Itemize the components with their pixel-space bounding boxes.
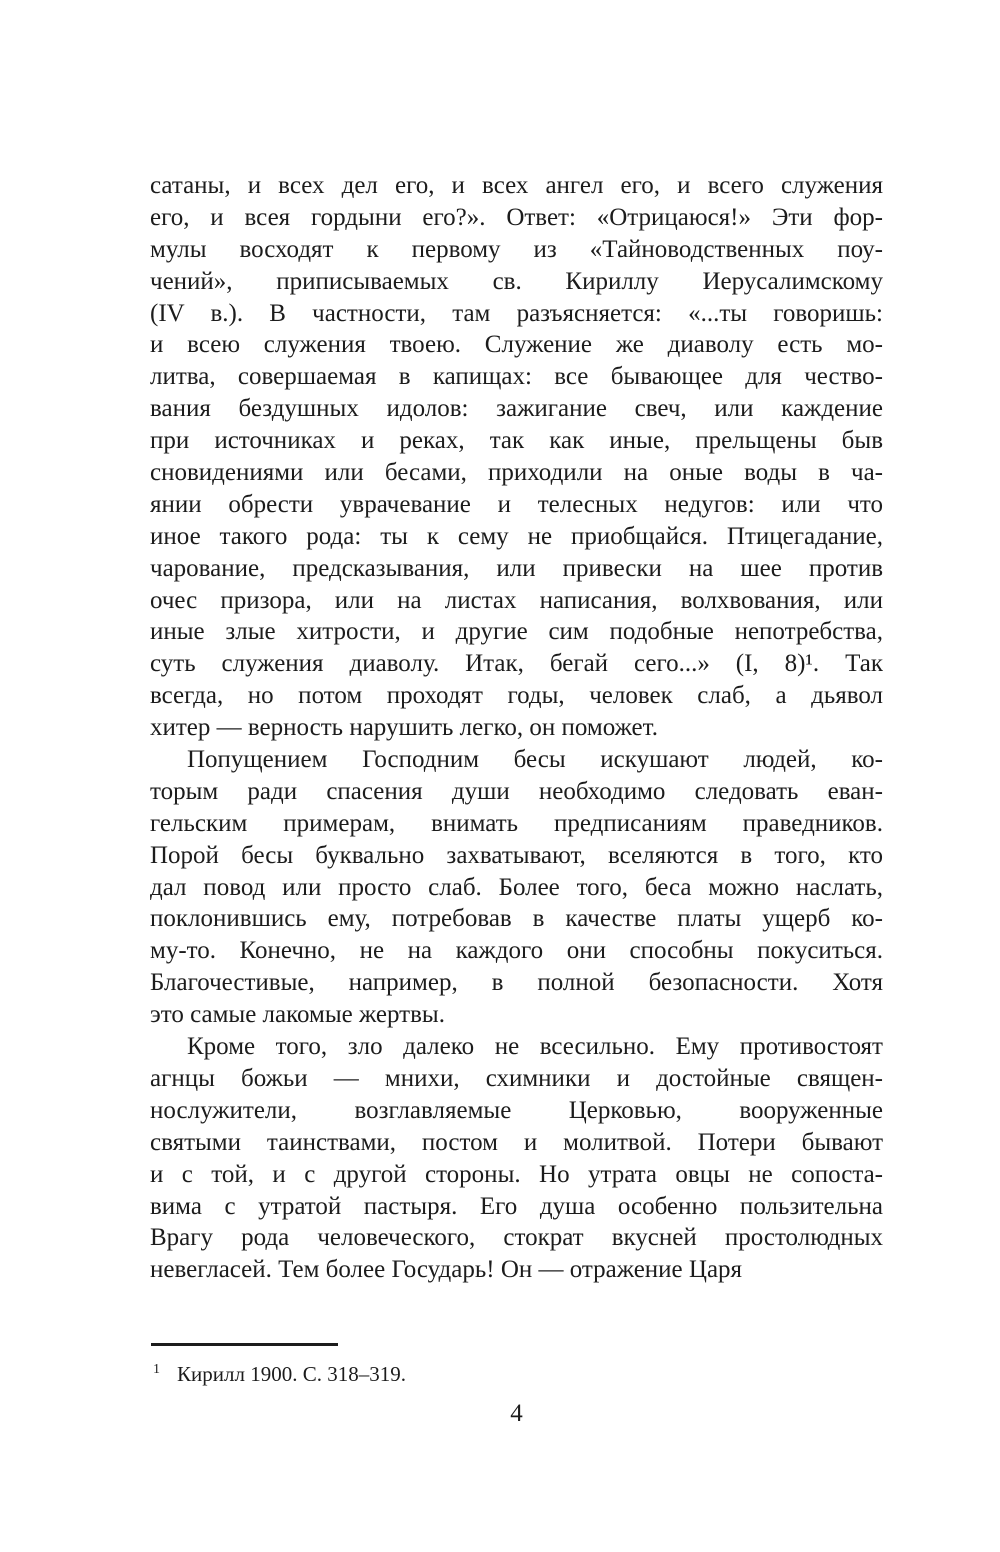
text-line: сновидениями или бесами, приходили на оные воды в ча- [150, 459, 883, 487]
text-line: янии обрести уврачевание и телесных недугов: или что [150, 490, 883, 518]
text-line: иное такого рода: ты к сему не приобщайся. Птицегадание, [150, 522, 883, 550]
text-line: всегда, но потом проходят годы, человек слаб, а дьявол [150, 682, 883, 710]
text-line: сатаны, и всех дел его, и всех ангел его, и всего служения [150, 172, 883, 199]
paragraph [150, 1031, 883, 1286]
text-line: очес призора, или на листах написания, волхвования, или [150, 586, 883, 614]
text-line: его, и всея гордыни его?». Ответ: «Отрицаюся!» Эти фор- [150, 203, 883, 231]
text-line: хитер — верность нарушить легко, он поможет. [150, 714, 658, 742]
text-line: дал повод или просто слаб. Более того, беса можно наслать, [150, 873, 883, 901]
text-line: суть служения диаволу. Итак, бегай сего...» (I, 8)¹. Так [150, 650, 883, 678]
paragraph [150, 170, 883, 744]
text-block [150, 170, 883, 1286]
text-line: чарование, предсказывания, или привески на шее против [150, 554, 883, 582]
footnote [151, 1356, 884, 1388]
footnote-separator [151, 1343, 338, 1346]
text-line: (IV в.). В частности, там разъясняется: «...ты говоришь: [150, 299, 883, 327]
footnote-marker: 1 [153, 1362, 160, 1377]
text-line: и с той, и с другой стороны. Но утрата овцы не сопоста- [150, 1160, 883, 1188]
page-number: 4 [510, 1400, 523, 1427]
text-line: Попущением Господним бесы искушают людей, ко- [187, 746, 883, 774]
text-line: торым ради спасения души необходимо следовать еван- [150, 777, 883, 805]
text-line: и всею служения твоею. Служение же диаволу есть мо- [150, 331, 883, 359]
text-line: святыми таинствами, постом и молитвой. Потери бывают [150, 1128, 883, 1156]
text-line: му-то. Конечно, не на каждого они способны покуситься. [150, 937, 883, 965]
text-line: литва, совершаемая в капищах: все бывающее для чество- [150, 363, 883, 391]
text-line: Кроме того, зло далеко не всесильно. Ему противостоят [187, 1033, 883, 1061]
text-line: это самые лакомые жертвы. [150, 1001, 445, 1029]
text-line: Благочестивые, например, в полной безопасности. Хотя [150, 969, 883, 997]
text-line: вания бездушных идолов: зажигание свеч, или каждение [150, 395, 883, 423]
text-line: Порой бесы буквально захватывают, вселяются в того, кто [150, 841, 883, 869]
text-line: нослужители, возглавляемые Церковью, вооруженные [150, 1096, 883, 1124]
text-line: поклонившись ему, потребовав в качестве платы ущерб ко- [150, 905, 883, 933]
text-line: при источниках и реках, так как иные, прельщены быв [150, 427, 883, 455]
text-line: агнцы божьи — мнихи, схимники и достойные священ- [150, 1064, 883, 1092]
footnote-text: Кирилл 1900. С. 318–319. [177, 1362, 406, 1386]
text-line: мулы восходят к первому из «Тайноводственных поу- [150, 235, 883, 263]
text-line: вима с утратой пастыря. Его душа особенно пользительна [150, 1192, 883, 1220]
text-line: невегласей. Тем более Государь! Он — отражение Царя [150, 1256, 743, 1284]
text-line: Врагу рода человеческого, стократ вкусней простолюдных [150, 1224, 883, 1252]
text-line: чений», приписываемых св. Кириллу Иерусалимскому [150, 267, 883, 295]
text-line: иные злые хитрости, и другие сим подобные непотребства, [150, 618, 883, 646]
paragraph [150, 744, 883, 1031]
text-line: гельским примерам, внимать предписаниям праведников. [150, 809, 883, 837]
